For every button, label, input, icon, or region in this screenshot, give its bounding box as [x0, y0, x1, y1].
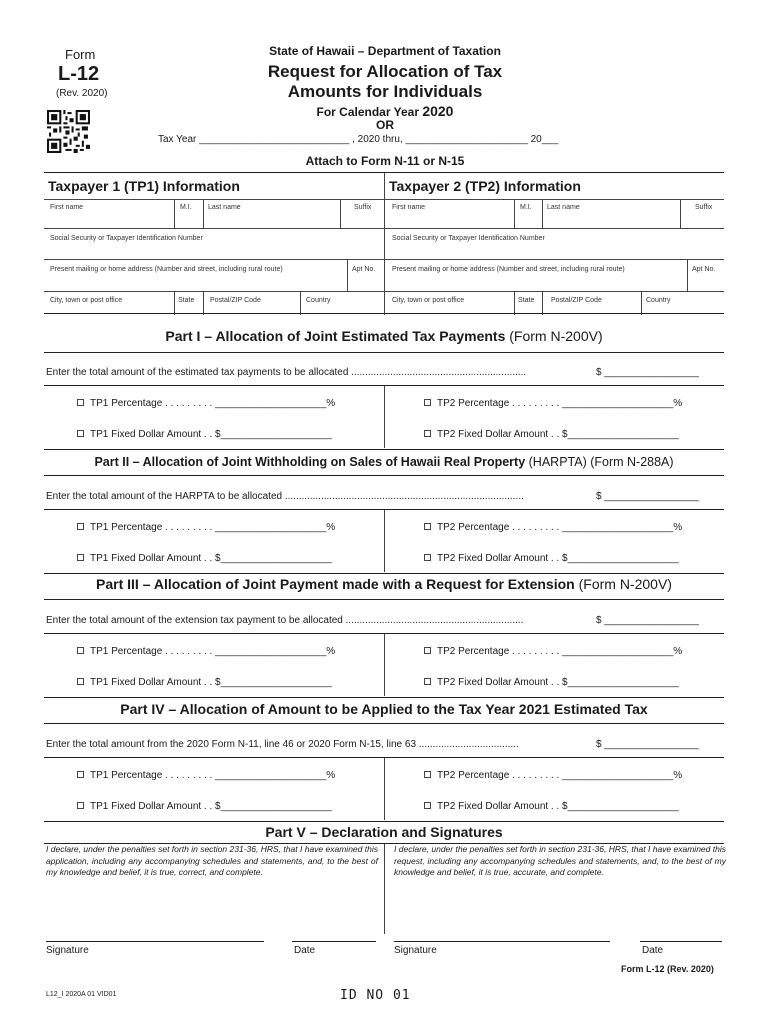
tp2-mi-field[interactable]: M.I.	[520, 204, 532, 211]
tp2-date-line[interactable]	[640, 941, 722, 942]
part3-tp1-fixed-amount[interactable]	[77, 677, 332, 688]
part4-enter-label: Enter the total amount from the 2020 Form N-11, line 46 or 2020 Form N-15, line 63 ....................................	[46, 739, 519, 750]
checkbox[interactable]	[77, 430, 84, 437]
tp2-state-field[interactable]: State	[518, 297, 535, 304]
checkbox[interactable]	[424, 430, 431, 437]
attach-instruction: Attach to Form N-11 or N-15	[305, 154, 465, 168]
part2-enter-label: Enter the total amount of the HARPTA to be allocated ......................................................................................	[46, 491, 524, 502]
part2-tp2-fixed-amount[interactable]	[424, 553, 679, 564]
checkbox[interactable]	[77, 523, 84, 530]
footer-code: L12_I 2020A 01 VID01	[46, 991, 117, 998]
part2-tp1-percentage[interactable]	[77, 522, 335, 533]
tp1-signature-label: Signature	[46, 945, 89, 956]
tp2-address-field[interactable]: Present mailing or home address (Number and street, including rural route)	[392, 266, 625, 273]
checkbox[interactable]	[424, 523, 431, 530]
part3-title-main: Part III – Allocation of Joint Payment made with a Request for Extension	[96, 576, 575, 592]
tp1-date-line[interactable]	[292, 941, 376, 942]
tp1-country-field[interactable]: Country	[306, 297, 331, 304]
checkbox[interactable]	[77, 399, 84, 406]
page-title	[200, 62, 570, 102]
part3-tp2-percentage[interactable]	[424, 646, 682, 657]
option-label: TP2 Percentage . . . . . . . . . ____________________%	[437, 398, 683, 409]
option-label: TP1 Fixed Dollar Amount . . $____________________	[90, 429, 332, 440]
tp2-ssn-field[interactable]: Social Security or Taxpayer Identification Number	[392, 235, 545, 242]
part1-tp1-percentage[interactable]	[77, 398, 335, 409]
tp2-declaration: I declare, under the penalties set forth in section 231-36, HRS, that I have examined this request, including any accompanying schedules and statements, and, to the best of my knowledge and belief, it is true, accurate, and complete.	[394, 844, 726, 877]
calendar-year: 2020	[422, 103, 454, 119]
qr-code-icon	[47, 110, 90, 153]
part3-title	[44, 576, 724, 592]
form-revision: (Rev. 2020)	[56, 88, 108, 99]
part2-title-main: Part II – Allocation of Joint Withholding on Sales of Hawaii Real Property	[94, 455, 526, 469]
option-label: TP2 Fixed Dollar Amount . . $____________________	[437, 553, 679, 564]
part3-title-suffix: (Form N-200V)	[574, 576, 672, 592]
checkbox[interactable]	[424, 554, 431, 561]
option-label: TP1 Percentage . . . . . . . . . ____________________%	[90, 770, 336, 781]
option-label: TP1 Percentage . . . . . . . . . ____________________%	[90, 646, 336, 657]
tp1-state-field[interactable]: State	[178, 297, 195, 304]
taxpayer-info-table	[44, 172, 724, 314]
tp2-suffix-field[interactable]: Suffix	[695, 204, 713, 211]
option-label: TP1 Fixed Dollar Amount . . $____________________	[90, 553, 332, 564]
tp1-mi-field[interactable]: M.I.	[180, 204, 192, 211]
option-label: TP2 Percentage . . . . . . . . . ____________________%	[437, 646, 683, 657]
agency-name: State of Hawaii – Department of Taxation	[269, 44, 501, 58]
tp1-ssn-field[interactable]: Social Security or Taxpayer Identification Number	[50, 235, 203, 242]
tp1-heading: Taxpayer 1 (TP1) Information	[48, 178, 240, 194]
part2-title-suffix: (HARPTA) (Form N-288A)	[525, 455, 674, 469]
tp1-first-name-field[interactable]: First name	[50, 204, 84, 211]
tp1-address-field[interactable]: Present mailing or home address (Number and street, including rural route)	[50, 266, 283, 273]
or-label: OR	[376, 118, 394, 132]
option-label: TP1 Percentage . . . . . . . . . ____________________%	[90, 522, 336, 533]
part2-title	[44, 455, 724, 469]
tp2-signature-label: Signature	[394, 945, 437, 956]
checkbox[interactable]	[424, 647, 431, 654]
form-label: Form	[65, 47, 96, 62]
tp2-heading: Taxpayer 2 (TP2) Information	[389, 178, 581, 194]
option-label: TP1 Percentage . . . . . . . . . ____________________%	[90, 398, 336, 409]
checkbox[interactable]	[424, 771, 431, 778]
option-label: TP1 Fixed Dollar Amount . . $____________________	[90, 677, 332, 688]
part1-enter-label: Enter the total amount of the estimated tax payments to be allocated ...............................................................	[46, 367, 527, 378]
form-number: L-12	[58, 63, 100, 85]
option-label: TP2 Fixed Dollar Amount . . $____________________	[437, 801, 679, 812]
part4-tp2-fixed-amount[interactable]	[424, 801, 679, 812]
footer-form-rev: Form L-12 (Rev. 2020)	[621, 964, 714, 974]
part1-title-suffix: (Form N-200V)	[505, 328, 603, 344]
part4-tp1-percentage[interactable]	[77, 770, 335, 781]
checkbox[interactable]	[424, 678, 431, 685]
checkbox[interactable]	[77, 678, 84, 685]
part3-total-input[interactable]: $ _________________	[596, 615, 699, 626]
option-label: TP2 Percentage . . . . . . . . . ____________________%	[437, 770, 683, 781]
tp1-date-label: Date	[294, 945, 316, 956]
part3-tp1-percentage[interactable]	[77, 646, 335, 657]
part3-tp2-fixed-amount[interactable]	[424, 677, 679, 688]
checkbox[interactable]	[424, 399, 431, 406]
tp1-zip-field[interactable]: Postal/ZIP Code	[210, 297, 261, 304]
part3-enter-label: Enter the total amount of the extension tax payment to be allocated ................................................................	[46, 615, 524, 626]
checkbox[interactable]	[77, 802, 84, 809]
tp2-signature-line[interactable]	[394, 941, 610, 942]
part1-tp2-fixed-amount[interactable]	[424, 429, 679, 440]
calendar-year-line	[230, 103, 540, 119]
option-label: TP2 Fixed Dollar Amount . . $____________________	[437, 677, 679, 688]
tp1-city-field[interactable]: City, town or post office	[50, 297, 123, 304]
tp1-suffix-field[interactable]: Suffix	[354, 204, 372, 211]
tp2-date-label: Date	[642, 945, 664, 956]
tp2-first-name-field[interactable]: First name	[392, 204, 426, 211]
part4-tp1-fixed-amount[interactable]	[77, 801, 332, 812]
part1-tp2-percentage[interactable]	[424, 398, 682, 409]
tp2-apt-field[interactable]: Apt No.	[692, 266, 716, 273]
calendar-prefix: For Calendar Year	[316, 105, 423, 119]
part4-total-input[interactable]: $ _________________	[596, 739, 699, 750]
tp1-apt-field[interactable]: Apt No.	[352, 266, 376, 273]
checkbox[interactable]	[77, 771, 84, 778]
part1-title-main: Part I – Allocation of Joint Estimated Tax Payments	[165, 328, 506, 344]
part4-title: Part IV – Allocation of Amount to be Applied to the Tax Year 2021 Estimated Tax	[120, 701, 648, 717]
part2-tp2-percentage[interactable]	[424, 522, 682, 533]
option-label: TP2 Fixed Dollar Amount . . $____________________	[437, 429, 679, 440]
part5-title: Part V – Declaration and Signatures	[265, 824, 503, 840]
checkbox[interactable]	[77, 554, 84, 561]
checkbox[interactable]	[77, 647, 84, 654]
part4-tp2-percentage[interactable]	[424, 770, 682, 781]
option-label: TP2 Percentage . . . . . . . . . ____________________%	[437, 522, 683, 533]
checkbox[interactable]	[424, 802, 431, 809]
tp2-country-field[interactable]: Country	[646, 297, 671, 304]
tp2-city-field[interactable]: City, town or post office	[392, 297, 465, 304]
tp2-last-name-field[interactable]: Last name	[547, 204, 580, 211]
title-line-1: Request for Allocation of Tax	[267, 62, 503, 81]
tp2-zip-field[interactable]: Postal/ZIP Code	[551, 297, 602, 304]
part1-total-input[interactable]: $ _________________	[596, 367, 699, 378]
option-label: TP1 Fixed Dollar Amount . . $____________________	[90, 801, 332, 812]
tp1-signature-line[interactable]	[46, 941, 264, 942]
part2-tp1-fixed-amount[interactable]	[77, 553, 332, 564]
title-line-2: Amounts for Individuals	[287, 82, 483, 101]
part1-tp1-fixed-amount[interactable]	[77, 429, 332, 440]
tp1-declaration: I declare, under the penalties set forth in section 231-36, HRS, that I have examined this application, including any accompanying schedules and statements, and, to the best of my knowledge and belief, it is true, correct, and complete.	[46, 844, 378, 877]
tax-year-field[interactable]: Tax Year ___________________________ , 2020 thru, ______________________ 20___	[158, 134, 559, 145]
part1-title	[44, 328, 724, 344]
tp1-last-name-field[interactable]: Last name	[208, 204, 241, 211]
part2-total-input[interactable]: $ _________________	[596, 491, 699, 502]
footer-id: ID NO 01	[340, 988, 411, 1003]
